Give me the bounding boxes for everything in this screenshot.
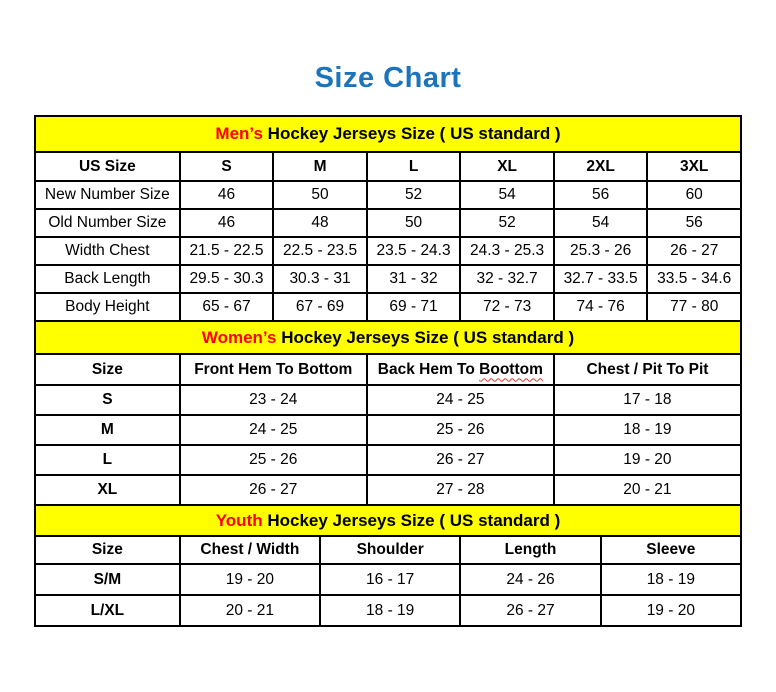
- cell: 22.5 - 23.5: [273, 237, 367, 265]
- row-label: L/XL: [35, 595, 180, 626]
- column-header: 2XL: [554, 152, 648, 181]
- mens-title-red: Men’s: [215, 124, 263, 143]
- row-label: L: [35, 445, 180, 475]
- back-hem-typo-word: Boottom: [479, 360, 543, 378]
- page-title: Size Chart: [314, 62, 462, 94]
- cell: 46: [180, 181, 274, 209]
- cell: 19 - 20: [554, 445, 741, 475]
- column-header: M: [273, 152, 367, 181]
- cell: 54: [460, 181, 554, 209]
- cell: 19 - 20: [180, 564, 320, 595]
- cell: 25.3 - 26: [554, 237, 648, 265]
- cell: 18 - 19: [320, 595, 460, 626]
- table-row: [35, 385, 741, 415]
- table-row: [35, 595, 741, 626]
- youth-header-row: [35, 536, 741, 564]
- column-header: S: [180, 152, 274, 181]
- row-label: New Number Size: [35, 181, 180, 209]
- column-header: Chest / Width: [180, 536, 320, 564]
- column-header: [367, 354, 554, 385]
- table-row: [35, 293, 741, 321]
- cell: 50: [367, 209, 461, 237]
- cell: 25 - 26: [180, 445, 367, 475]
- cell: 26 - 27: [180, 475, 367, 505]
- youth-title-rest: Hockey Jerseys Size ( US standard ): [262, 510, 561, 530]
- table-row: [35, 209, 741, 237]
- cell: 72 - 73: [460, 293, 554, 321]
- row-label: Back Length: [35, 265, 180, 293]
- cell: 17 - 18: [554, 385, 741, 415]
- column-header: Shoulder: [320, 536, 460, 564]
- mens-size-table: [34, 115, 742, 322]
- back-hem-label: Back Hem To: [377, 360, 480, 378]
- cell: 23.5 - 24.3: [367, 237, 461, 265]
- cell: 56: [554, 181, 648, 209]
- cell: 19 - 20: [601, 595, 741, 626]
- cell: 31 - 32: [367, 265, 461, 293]
- cell: 20 - 21: [554, 475, 741, 505]
- womens-size-table: [34, 320, 742, 506]
- cell: 60: [647, 181, 741, 209]
- cell: 24 - 25: [367, 385, 554, 415]
- row-label: Old Number Size: [35, 209, 180, 237]
- column-header: Size: [35, 536, 180, 564]
- cell: 69 - 71: [367, 293, 461, 321]
- table-row: [35, 564, 741, 595]
- cell: 25 - 26: [367, 415, 554, 445]
- cell: 18 - 19: [554, 415, 741, 445]
- row-label: M: [35, 415, 180, 445]
- cell: 24.3 - 25.3: [460, 237, 554, 265]
- cell: 65 - 67: [180, 293, 274, 321]
- cell: 21.5 - 22.5: [180, 237, 274, 265]
- column-header: 3XL: [647, 152, 741, 181]
- cell: 29.5 - 30.3: [180, 265, 274, 293]
- cell: 77 - 80: [647, 293, 741, 321]
- cell: 32.7 - 33.5: [554, 265, 648, 293]
- cell: 24 - 26: [460, 564, 600, 595]
- womens-section-title: [35, 321, 741, 354]
- youth-size-table: [34, 504, 742, 627]
- cell: 20 - 21: [180, 595, 320, 626]
- table-row: [35, 475, 741, 505]
- table-row: [35, 237, 741, 265]
- cell: 52: [367, 181, 461, 209]
- column-header: Sleeve: [601, 536, 741, 564]
- cell: 16 - 17: [320, 564, 460, 595]
- mens-header-row: [35, 152, 741, 181]
- cell: 18 - 19: [601, 564, 741, 595]
- cell: 46: [180, 209, 274, 237]
- row-label: Body Height: [35, 293, 180, 321]
- cell: 26 - 27: [367, 445, 554, 475]
- column-header: Length: [460, 536, 600, 564]
- cell: 32 - 32.7: [460, 265, 554, 293]
- cell: 50: [273, 181, 367, 209]
- womens-title-red: Women’s: [201, 327, 277, 347]
- cell: 48: [273, 209, 367, 237]
- row-label: S: [35, 385, 180, 415]
- column-header: XL: [460, 152, 554, 181]
- cell: 56: [647, 209, 741, 237]
- cell: 26 - 27: [647, 237, 741, 265]
- column-header: Size: [35, 354, 180, 385]
- cell: 67 - 69: [273, 293, 367, 321]
- size-chart: [34, 115, 742, 627]
- cell: 27 - 28: [367, 475, 554, 505]
- column-header: L: [367, 152, 461, 181]
- cell: 54: [554, 209, 648, 237]
- table-row: [35, 445, 741, 475]
- womens-section-header: [35, 321, 741, 354]
- cell: 33.5 - 34.6: [647, 265, 741, 293]
- mens-title-rest: Hockey Jerseys Size ( US standard ): [262, 124, 561, 143]
- cell: 52: [460, 209, 554, 237]
- row-label: S/M: [35, 564, 180, 595]
- column-header: Chest / Pit To Pit: [554, 354, 741, 385]
- row-label: Width Chest: [35, 237, 180, 265]
- womens-title-rest: Hockey Jerseys Size ( US standard ): [276, 327, 575, 347]
- cell: 30.3 - 31: [273, 265, 367, 293]
- youth-section-title: [35, 505, 741, 536]
- cell: 74 - 76: [554, 293, 648, 321]
- youth-title-red: Youth: [215, 510, 263, 530]
- youth-section-header: [35, 505, 741, 536]
- cell: 26 - 27: [460, 595, 600, 626]
- table-row: [35, 265, 741, 293]
- column-header: Front Hem To Bottom: [180, 354, 367, 385]
- mens-section-title: [35, 116, 741, 152]
- cell: 24 - 25: [180, 415, 367, 445]
- table-row: [35, 181, 741, 209]
- row-label: XL: [35, 475, 180, 505]
- table-row: [35, 415, 741, 445]
- column-header: US Size: [35, 152, 180, 181]
- cell: 23 - 24: [180, 385, 367, 415]
- mens-section-header: [35, 116, 741, 152]
- womens-header-row: [35, 354, 741, 385]
